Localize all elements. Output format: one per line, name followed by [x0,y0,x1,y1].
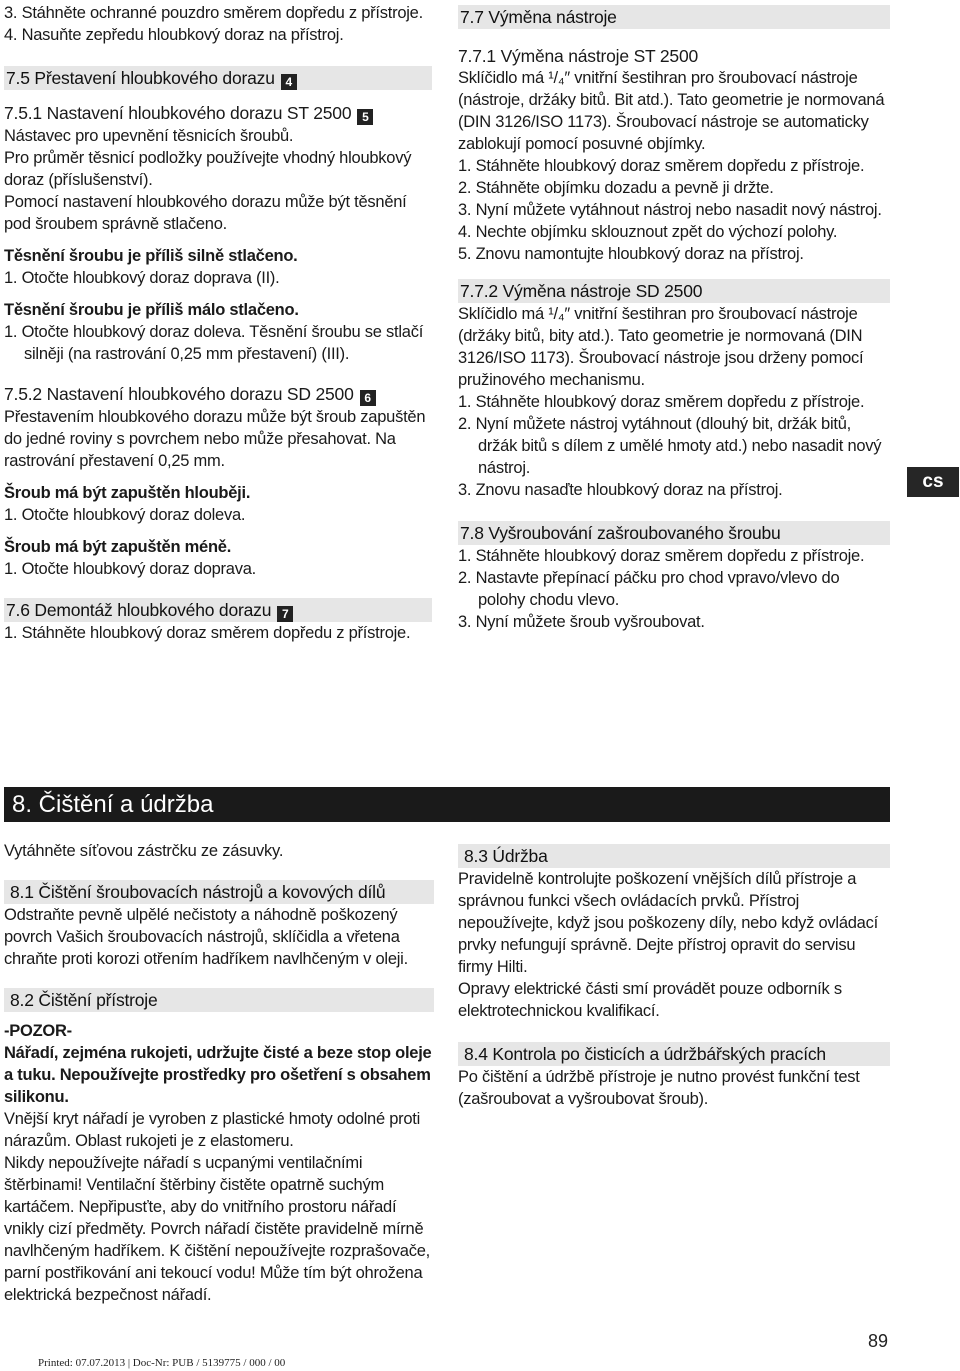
sd2500-step-2: 2. Nyní můžete nástroj vytáhnout (dlouhý bit, držák bitů, držák bitů s dílem z umělé hmoty atd.) nebo nasadit nový nástroj. [458,415,882,477]
st2500-step-4: 4. Nechte objímku sklouznout zpět do výchozí polohy. [458,223,838,241]
section-8-3-title: 8.3 Údržba [464,846,548,866]
st2500-para-1: Nástavec pro upevnění těsnicích šroubů. [4,127,294,145]
section-7-8-title: 7.8 Vyšroubování zašroubovaného šroubu [460,523,781,543]
section-8-4-heading [458,1042,890,1066]
step-deeper: 1. Otočte hloubkový doraz doleva. [4,506,246,524]
section-7-7-1-title: 7.7.1 Výměna nástroje ST 2500 [458,46,699,66]
sd2500-para-1: Přestavením hloubkového dorazu může být šroub zapuštěn do jedné roviny s povrchem nebo může přesahovat. Na rastrování přestavení 0,25 mm. [4,408,426,470]
section-8-3-para-2: Opravy elektrické části smí provádět pouze odborník s elektrotechnickou kvalifikací. [458,980,842,1020]
heading-deeper: Šroub má být zapuštěn hlouběji. [4,484,251,502]
chapter-8-heading [4,787,890,822]
figure-ref-4: 4 [281,74,297,90]
section-7-7-title: 7.7 Výměna nástroje [460,7,617,27]
section-8-1-title: 8.1 Čištění šroubovacích nástrojů a kovových dílů [10,882,386,902]
print-footer: Printed: 07.07.2013 | Doc-Nr: PUB / 5139775 / 000 / 00 [38,1357,286,1369]
sd2500-tool-para: Sklíčidlo má ¹/₄″ vnitřní šestihran pro šroubovací nástroje (držáky bitů, bity atd.). Tato geometrie je normovaná (DIN 3126/ISO 1173). Šroubovací nástroje jsou drženy pomocí pružinového mechanismu. [458,305,864,389]
section-7-6-heading [4,598,432,622]
step-remove-depth-stop: 1. Stáhněte hloubkový doraz směrem dopředu z přístroje. [4,624,411,642]
figure-ref-5: 5 [357,109,373,125]
section-7-6-title: 7.6 Demontáž hloubkového dorazu [6,600,272,620]
page-number: 89 [868,1331,889,1351]
heading-less: Šroub má být zapuštěn méně. [4,538,232,556]
chapter-8-left-column [4,840,434,1306]
section-7-5-title: 7.5 Přestavení hloubkového dorazu [6,68,275,88]
section-8-3-heading [458,844,890,868]
section-8-2-heading [4,988,434,1012]
section-7-5-1-heading [4,102,432,125]
section-8-2-para-1: Vnější kryt nářadí je vyroben z plastické hmoty odolné proti nárazům. Oblast rukojeti je z elastomeru. [4,1110,421,1150]
st2500-step-1: 1. Stáhněte hloubkový doraz směrem dopředu z přístroje. [458,157,865,175]
figure-ref-6: 6 [360,390,376,406]
section-7-7-heading [458,5,890,29]
warning-label: -POZOR- [4,1022,72,1040]
st2500-tool-para: Sklíčidlo má ¹/₄″ vnitřní šestihran pro šroubovací nástroje (nástroje, držáky bitů. Bit atd.). Tato geometrie je normovaná (DIN 3126/ISO 1173). Šroubovací nástroje se automaticky zablokují pomocí posuvné objímky. [458,69,885,153]
section-8-2-para-2: Nikdy nepoužívejte nářadí s ucpanými ventilačními štěrbinami! Ventilační štěrbiny čistěte opatrně suchým kartáčem. Nepřipusťte, aby do vnitřního prostoru nářadí vnikly cizí předměty. Povrch nářadí čistěte pravidelně mírně navlhčeným hadříkem. K čištění nepoužívejte rozprašovače, parní postřikování ani tekoucí vodu! Může tím být ohrožena elektrická bezpečnost nářadí. [4,1154,430,1304]
heading-too-weak: Těsnění šroubu je příliš málo stlačeno. [4,301,299,319]
chapter-8-right-column [458,844,890,1110]
warning-text: Nářadí, zejména rukojeti, udržujte čisté a beze stop oleje a tuku. Nepoužívejte prostředky pro ošetření s obsahem silikonu. [4,1044,432,1106]
st2500-step-2: 2. Stáhněte objímku dozadu a pevně ji držte. [458,179,774,197]
section-8-4-title: 8.4 Kontrola po čisticích a údržbářských pracích [464,1044,826,1064]
left-column [4,2,432,644]
section-7-5-2-heading [4,383,432,406]
section-7-5-2-title: 7.5.2 Nastavení hloubkového dorazu SD 2500 [4,384,354,404]
st2500-step-5: 5. Znovu namontujte hloubkový doraz na přístroj. [458,245,804,263]
language-tab: cs [907,467,959,497]
step-remove-cover: 3. Stáhněte ochranné pouzdro směrem dopředu z přístroje. [4,4,423,22]
step-less: 1. Otočte hloubkový doraz doprava. [4,560,256,578]
section-8-2-title: 8.2 Čištění přístroje [10,990,158,1010]
step-too-weak: 1. Otočte hloubkový doraz doleva. Těsnění šroubu se stlačí silněji (na rastrování 0,25 mm přestavení) (III). [4,323,424,363]
section-8-1-heading [4,880,434,904]
step-too-strong: 1. Otočte hloubkový doraz doprava (II). [4,269,280,287]
st2500-para-3: Pomocí nastavení hloubkového dorazu může být těsnění pod šroubem správně stlačeno. [4,193,407,233]
section-7-5-heading [4,66,432,90]
unscrew-step-2: 2. Nastavte přepínací páčku pro chod vpravo/vlevo do polohy chodu vlevo. [458,569,840,609]
st2500-para-2: Pro průměr těsnicí podložky používejte vhodný hloubkový doraz (příslušenství). [4,149,412,189]
section-8-3-para-1: Pravidelně kontrolujte poškození vnějších dílů přístroje a správnou funkci všech ovládacích prvků. Přístroj nepoužívejte, když jsou poškozeny díly, nebo když ovládací prvky nefungují správně. Dejte přístroj opravit do servisu firmy Hilti. [458,870,878,976]
figure-ref-7: 7 [277,606,293,622]
section-8-1-para: Odstraňte pevně ulpělé nečistoty a náhodně poškozený povrch Vašich šroubovacích nástrojů, sklíčidla a vřetena chraňte proti korozi otřením hadříkem navlhčeným v oleji. [4,906,408,968]
st2500-step-3: 3. Nyní můžete vytáhnout nástroj nebo nasadit nový nástroj. [458,201,882,219]
right-column [458,5,890,633]
heading-too-strong: Těsnění šroubu je příliš silně stlačeno. [4,247,298,265]
unscrew-step-1: 1. Stáhněte hloubkový doraz směrem dopředu z přístroje. [458,547,865,565]
sd2500-step-3: 3. Znovu nasaďte hloubkový doraz na přístroj. [458,481,783,499]
section-7-7-2-title: 7.7.2 Výměna nástroje SD 2500 [460,281,703,301]
section-7-7-2-heading [458,279,890,303]
chapter-8-title: 8. Čištění a údržba [12,791,214,818]
step-attach-depth-stop: 4. Nasuňte zepředu hloubkový doraz na přístroj. [4,26,344,44]
section-7-8-heading [458,521,890,545]
section-7-5-1-title: 7.5.1 Nastavení hloubkového dorazu ST 2500 [4,103,352,123]
sd2500-step-1: 1. Stáhněte hloubkový doraz směrem dopředu z přístroje. [458,393,865,411]
unscrew-step-3: 3. Nyní můžete šroub vyšroubovat. [458,613,705,631]
section-8-4-para: Po čištění a údržbě přístroje je nutno provést funkční test (zašroubovat a vyšroubovat šroub). [458,1068,860,1108]
chapter-8-intro: Vytáhněte síťovou zástrčku ze zásuvky. [4,842,284,860]
